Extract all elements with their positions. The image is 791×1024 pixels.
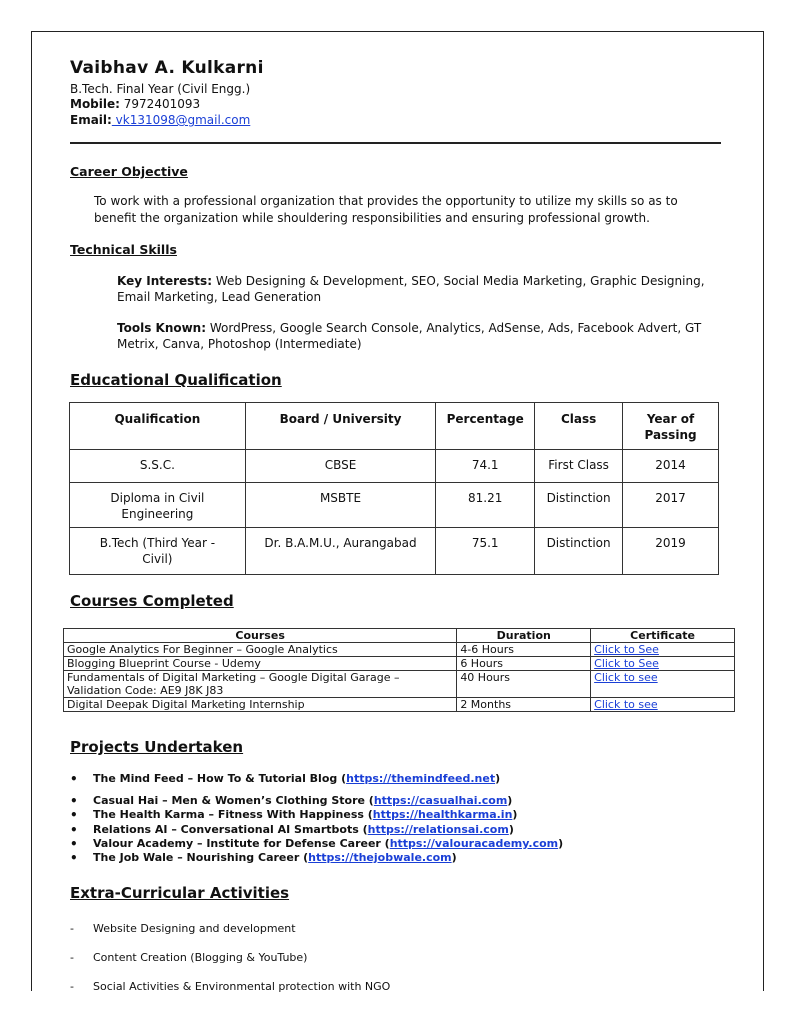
project-link[interactable]: https://healthkarma.in [372, 808, 513, 822]
project-tail: ) [507, 794, 513, 808]
table-cell: First Class [535, 450, 623, 483]
email-line [70, 113, 250, 127]
column-header: Year of Passing [623, 403, 719, 450]
column-header: Class [535, 403, 623, 450]
list-item [70, 808, 563, 822]
candidate-name: Vaibhav A. Kulkarni [70, 58, 264, 78]
column-header: Courses [64, 629, 457, 643]
project-text: The Job Wale – Nourishing Career ( [93, 851, 309, 865]
project-text: Valour Academy – Institute for Defense Career ( [93, 836, 390, 850]
table-row [70, 483, 719, 528]
table-cell: S.S.C. [70, 450, 246, 483]
extra-heading: Extra-Curricular Activities [70, 884, 290, 902]
course-name: Digital Deepak Digital Marketing Internship [64, 698, 457, 712]
list-item [70, 772, 563, 786]
key-interests [117, 273, 717, 305]
column-header: Duration [457, 629, 591, 643]
certificate-link[interactable]: Click to See [594, 657, 659, 670]
project-tail: ) [451, 851, 457, 865]
email-link[interactable]: vk131098@gmail.com [111, 113, 251, 127]
course-name: Google Analytics For Beginner – Google Analytics [64, 643, 457, 657]
mobile-value: 7972401093 [123, 97, 201, 111]
table-cell: 74.1 [436, 450, 535, 483]
column-header: Board / University [245, 403, 435, 450]
project-tail: ) [508, 822, 514, 836]
course-duration: 4-6 Hours [457, 643, 591, 657]
project-text: The Mind Feed – How To & Tutorial Blog ( [93, 772, 347, 785]
list-item: - Social Activities & Environmental protection with NGO [70, 980, 390, 1009]
tools-known [117, 320, 717, 352]
certificate-cell [591, 657, 735, 671]
education-table [69, 402, 719, 575]
table-cell: MSBTE [245, 483, 435, 528]
table-row [64, 657, 735, 671]
table-cell: Distinction [535, 483, 623, 528]
project-tail: ) [495, 772, 501, 785]
project-text: Relations AI – Conversational AI Smartbots ( [93, 822, 368, 836]
column-header: Certificate [591, 629, 735, 643]
certificate-cell [591, 643, 735, 657]
key-interests-label: Key Interests: [117, 274, 212, 288]
project-text: The Health Karma – Fitness With Happiness ( [93, 808, 373, 822]
certificate-cell [591, 698, 735, 712]
list-item: - Content Creation (Blogging & YouTube) [70, 951, 390, 980]
certificate-link[interactable]: Click to See [594, 643, 659, 656]
email-label: Email: [70, 113, 112, 127]
extra-list [70, 922, 390, 1009]
projects-list [70, 772, 563, 865]
list-item [70, 794, 563, 808]
mobile-line [70, 97, 200, 111]
list-item: - Website Designing and development [70, 922, 390, 951]
education-header-row [70, 403, 719, 450]
table-cell: 2019 [623, 528, 719, 575]
tools-known-label: Tools Known: [117, 321, 207, 335]
project-text: Casual Hai – Men & Women’s Clothing Store ( [93, 794, 374, 808]
courses-heading: Courses Completed [70, 592, 234, 610]
table-cell: 81.21 [436, 483, 535, 528]
table-row [70, 450, 719, 483]
tools-known-text: WordPress, Google Search Console, Analytics, AdSense, Ads, Facebook Advert, GT Metrix, Canva, Photoshop (Intermediate) [117, 321, 702, 351]
certificate-link[interactable]: Click to see [594, 671, 658, 684]
table-cell: Diploma in Civil Engineering [70, 483, 246, 528]
course-name: Fundamentals of Digital Marketing – Google Digital Garage – Validation Code: AE9 J8K J83 [64, 671, 457, 698]
certificate-cell [591, 671, 735, 698]
course-duration: 2 Months [457, 698, 591, 712]
header-divider [70, 142, 721, 144]
project-link[interactable]: https://valouracademy.com [389, 836, 559, 850]
courses-header-row [64, 629, 735, 643]
table-cell: CBSE [245, 450, 435, 483]
table-row [64, 643, 735, 657]
list-item [70, 823, 563, 837]
course-name: Blogging Blueprint Course - Udemy [64, 657, 457, 671]
table-row [64, 698, 735, 712]
table-cell: Dr. B.A.M.U., Aurangabad [245, 528, 435, 575]
certificate-link[interactable]: Click to see [594, 698, 658, 711]
courses-table [63, 628, 735, 712]
mobile-label: Mobile: [70, 97, 120, 111]
projects-heading: Projects Undertaken [70, 738, 244, 756]
table-row [70, 528, 719, 575]
list-item [70, 837, 563, 851]
project-link[interactable]: https://themindfeed.net [346, 772, 496, 785]
key-interests-text: Web Designing & Development, SEO, Social Media Marketing, Graphic Designing, Email Marketing, Lead Generation [117, 274, 705, 304]
career-text: To work with a professional organization that provides the opportunity to utilize my skills so as to benefit the organization while shouldering responsibilities and ensuring professional growth. [94, 194, 678, 225]
project-link[interactable]: https://casualhai.com [373, 794, 508, 808]
table-row [64, 671, 735, 698]
column-header: Percentage [436, 403, 535, 450]
career-heading: Career Objective [70, 164, 188, 179]
course-duration: 6 Hours [457, 657, 591, 671]
project-tail: ) [512, 808, 518, 822]
table-cell: 75.1 [436, 528, 535, 575]
project-link[interactable]: https://thejobwale.com [308, 851, 452, 865]
project-tail: ) [558, 836, 564, 850]
degree-line: B.Tech. Final Year (Civil Engg.) [70, 82, 251, 96]
education-heading: Educational Qualification [70, 371, 282, 389]
column-header: Qualification [70, 403, 246, 450]
course-duration: 40 Hours [457, 671, 591, 698]
table-cell: Distinction [535, 528, 623, 575]
table-cell: 2014 [623, 450, 719, 483]
table-cell: 2017 [623, 483, 719, 528]
project-link[interactable]: https://relationsai.com [367, 822, 509, 836]
skills-heading: Technical Skills [70, 242, 177, 257]
table-cell: B.Tech (Third Year - Civil) [70, 528, 246, 575]
list-item [70, 851, 563, 865]
